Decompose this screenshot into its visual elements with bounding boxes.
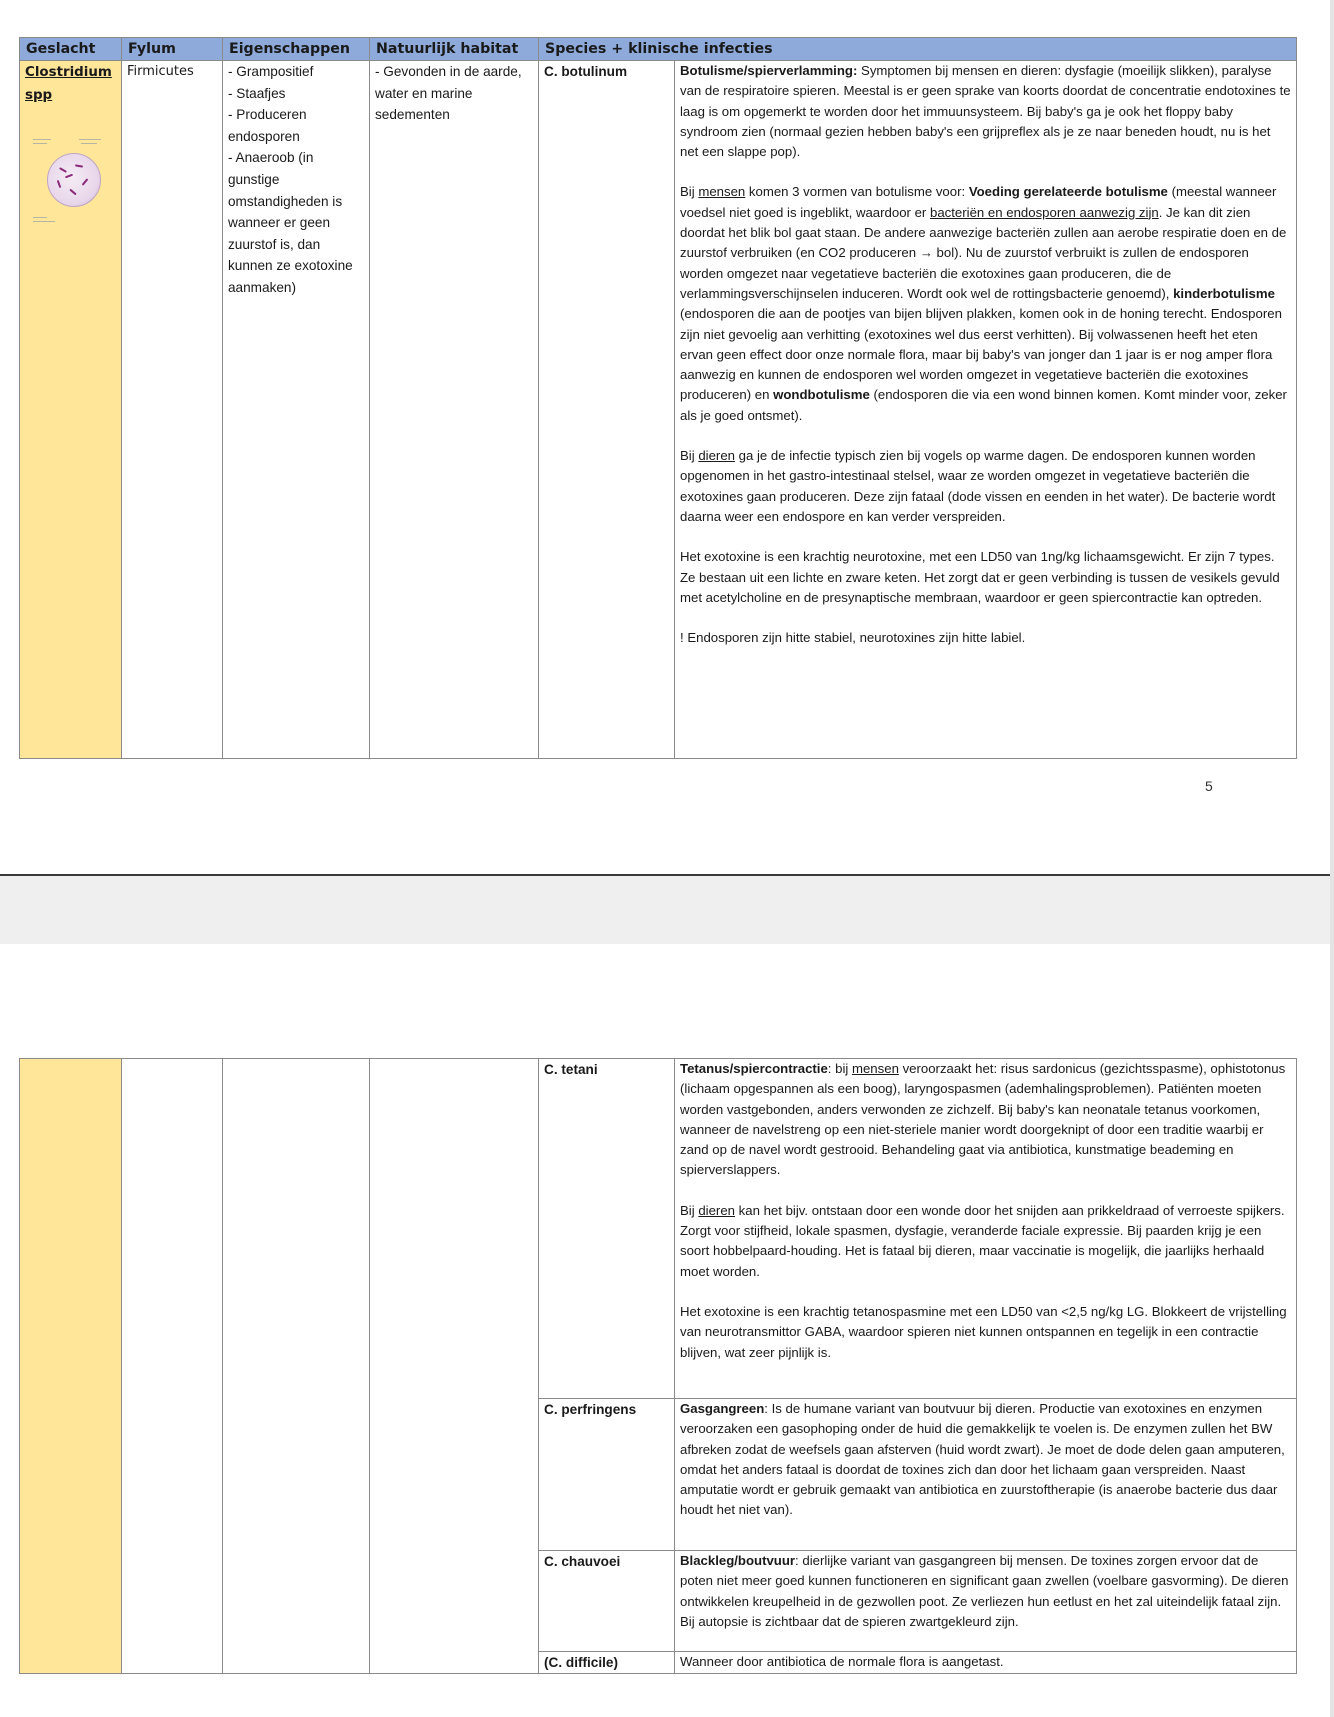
genus-name: Clostridium spp xyxy=(25,65,112,103)
genus-cell xyxy=(20,61,122,759)
species-cell xyxy=(539,61,675,759)
species-cell xyxy=(539,1399,675,1551)
bacteria-table-continued xyxy=(19,1058,1297,1674)
text: Symptomen bij mensen en dieren: dysfagie (moeilijk slikken), paralyse van de respiratoire spieren. Meestal is er geen sprake van koorts doordat de concentratie endotoxines te laag is om opgemerkt te worden door het immuunsysteem. Bij baby's ga je ook het floppy baby syndroom zien (normaal gezien hebben baby's een grijpreflex als je ze naar beneden houdt, nu is het net een slappe pop). xyxy=(680,63,1291,160)
bold-text: Voeding gerelateerde botulisme xyxy=(968,184,1168,200)
text: Bij xyxy=(680,1202,699,1218)
table-row xyxy=(20,61,1297,759)
underlined-text: dieren xyxy=(698,448,735,464)
phylum-text: Firmicutes xyxy=(127,64,194,79)
paragraph: Het exotoxine is een krachtig tetanospasmine met een LD50 van <2,5 ng/kg LG. Blokkeert de vrijstelling van neurotransmittor GABA, waardoor spieren niet kunnen ontspannen en tegelijk in een contractie blijven, wat zeer pijnlijk is. xyxy=(680,1303,1287,1360)
text: veroorzaakt het: risus sardonicus (gezichtsspasme), ophistotonus (lichaam opgespannen als een boog), laryngospasmen (ademhalingsproblemen). Patiënten moeten worden vastgebonden, anders verwonden ze zichzelf. Bij baby's kan neonatale tetanus voorkomen, wanneer de navelstreng op een niet-steriele manier wordt doorgeknipt of door een traditie waarbij er zand op de navel wordt gestrooid. Behandeling gaat via antibiotica, kunstmatige beademing en spierverslappers. xyxy=(680,1061,1286,1178)
species-tetani: C. tetani xyxy=(544,1062,598,1077)
text: : bij xyxy=(827,1061,852,1076)
underlined-text: dieren xyxy=(698,1202,735,1218)
disease-title: Gasgangreen xyxy=(680,1401,765,1416)
paragraph: Het exotoxine is een krachtig neurotoxine, met een LD50 van 1ng/kg lichaamsgewicht. Er zijn 7 types. Ze bestaan uit een lichte en zware keten. Het zorgt dat er geen verbinding is tussen de vesikels gevuld met acetylcholine en de presynaptische membraan, waardoor er geen spiercontractie kan optreden. xyxy=(680,549,1280,605)
species-difficile: (C. difficile) xyxy=(544,1655,619,1670)
disease-title: Blackleg/boutvuur xyxy=(680,1553,796,1568)
text: ga je de infectie typisch zien bij vogels op warme dagen. De endosporen kunnen worden opgenomen in het gastro-intestinaal stelsel, waar ze worden omgezet in vegetatieve bacteriën die exotoxines gaan produceren. Deze zijn fataal (dode vissen en eenden in het water). De bacterie wordt daarna weer een endospore en kan verder verspreiden. xyxy=(680,448,1276,524)
genus-cell xyxy=(20,1059,122,1674)
page-number: 5 xyxy=(1205,778,1213,794)
habitat-cell xyxy=(370,61,539,759)
phylum-cell xyxy=(122,61,223,759)
window-edge xyxy=(1330,0,1334,1717)
properties-cell xyxy=(223,61,370,759)
species-cell xyxy=(539,1652,675,1674)
paragraph xyxy=(680,446,1291,527)
microscope-image xyxy=(25,133,115,223)
header-phylum: Fylum xyxy=(122,38,223,61)
text: komen 3 vormen van botulisme voor: xyxy=(745,184,969,200)
description-chauvoei xyxy=(675,1551,1297,1652)
underlined-text: mensen xyxy=(851,1061,899,1076)
description-perfringens xyxy=(675,1399,1297,1551)
species-cell xyxy=(539,1551,675,1652)
header-properties: Eigenschappen xyxy=(223,38,370,61)
paragraph xyxy=(680,182,1291,426)
habitat-cell xyxy=(370,1059,539,1674)
bold-text: wondbotulisme xyxy=(773,387,870,403)
phylum-cell xyxy=(122,1059,223,1674)
description-difficile: Wanneer door antibiotica de normale flora is aangetast. xyxy=(675,1652,1297,1674)
paragraph xyxy=(680,1059,1291,1181)
header-species: Species + klinische infecties xyxy=(539,38,1297,61)
properties-text: - Grampositief - Staafjes - Produceren endosporen - Anaeroob (in gunstige omstandigheden is wanneer er geen zuurstof is, dan kunnen ze exotoxine aanmaken) xyxy=(228,64,353,295)
text: (endosporen die via een wond binnen komen. Komt minder voor, zeker als je goed ontsmet). xyxy=(680,387,1287,423)
paragraph xyxy=(680,1201,1291,1282)
header-genus: Geslacht xyxy=(20,38,122,61)
text: . Je kan dit zien doordat het blik bol gaat staan. De andere aanwezige bacteriën zullen aan aerobe respiratie doen en de zuurstof verbruiken (en CO2 produceren → bol). Nu de zuurstof verbruikt is zullen de endosporen worden omgezet naar vegetatieve bacteriën die exotoxines gaan produceren, die de verlammingsverschijnselen induceren. Wordt ook wel de rottingsbacterie genoemd), xyxy=(680,204,1287,301)
text: Bij xyxy=(680,448,699,464)
text: Bij xyxy=(680,184,699,200)
species-chauvoei: C. chauvoei xyxy=(544,1554,621,1569)
text: : dierlijke variant van gasgangreen bij mensen. De toxines zorgen ervoor dat de poten niet meer goed kunnen functioneren en significant gaan zwellen (voelbare gasvorming). De dieren ontwikkelen kreupelheid in de gezwollen poot. Ze verliezen hun eetlust en het zal uiteindelijk fataal zijn. Bij autopsie is zichtbaar dat de spieren zwartgekleurd zijn. xyxy=(680,1553,1289,1629)
species-perfringens: C. perfringens xyxy=(544,1402,637,1417)
text: kan het bijv. ontstaan door een wonde door het snijden aan prikkeldraad of verroeste spijkers. Zorgt voor stijfheid, lokale spasmen, dysfagie, veranderde faciale expressie. Bij paarden krijg je een soort hobbelpaard-houding. Het is fataal bij dieren, maar vaccinatie is mogelijk, die jaarlijks herhaald moet worden. xyxy=(680,1202,1285,1279)
underlined-text: mensen xyxy=(698,184,746,200)
text: (meestal wanneer voedsel niet goed is ingeblikt, waardoor er xyxy=(680,184,1277,220)
text: (endosporen die aan de pootjes van bijen blijven plakken, komen ook in de honing terecht. Endosporen zijn niet gevoelig aan verhitting (exotoxines wel dus eerst verhitten). Bij volwassenen heeft het eten ervan geen effect door onze normale flora, maar bij baby's van jonger dan 1 jaar is er nog amper flora aanwezig en kunnen de endosporen wel worden omgezet in vegetatieve bacteriën die exotoxines produceren) en xyxy=(680,306,1282,403)
disease-title: Botulisme/spierverlamming: xyxy=(680,63,858,78)
species-botulinum: C. botulinum xyxy=(544,64,628,79)
properties-cell xyxy=(223,1059,370,1674)
bold-text: kinderbotulisme xyxy=(1173,285,1275,301)
description-botulinum xyxy=(675,61,1297,759)
disease-title: Tetanus/spiercontractie xyxy=(680,1061,828,1076)
description-tetani xyxy=(675,1059,1297,1399)
underlined-text: bacteriën en endosporen aanwezig zijn xyxy=(929,204,1159,220)
page-gap xyxy=(0,876,1330,944)
table-row xyxy=(20,1059,1297,1399)
habitat-text: - Gevonden in de aarde, water en marine sedementen xyxy=(375,64,522,123)
table-header-row xyxy=(20,38,1297,61)
text: : Is de humane variant van boutvuur bij dieren. Productie van exotoxines en enzymen veroorzaken een gasophoping onder de huid die gemakkelijk te voelen is. De enzymen zullen het BW afbreken zodat de weefsels gaan afsterven (huid wordt zwart). Je moet de dode delen gaan amputeren, omdat het anders fataal is doordat de toxines zich dan door het lichaam gaan verspreiden. Naast amputatie wordt er gebruik gemaakt van antibiotica en zuurstoftherapie (is anaerobe bacterie dus daar houdt het niet van). xyxy=(680,1401,1285,1518)
species-cell xyxy=(539,1059,675,1399)
paragraph xyxy=(680,61,1291,162)
bacteria-table xyxy=(19,37,1297,759)
header-habitat: Natuurlijk habitat xyxy=(370,38,539,61)
paragraph: ! Endosporen zijn hitte stabiel, neurotoxines zijn hitte labiel. xyxy=(680,630,1026,646)
